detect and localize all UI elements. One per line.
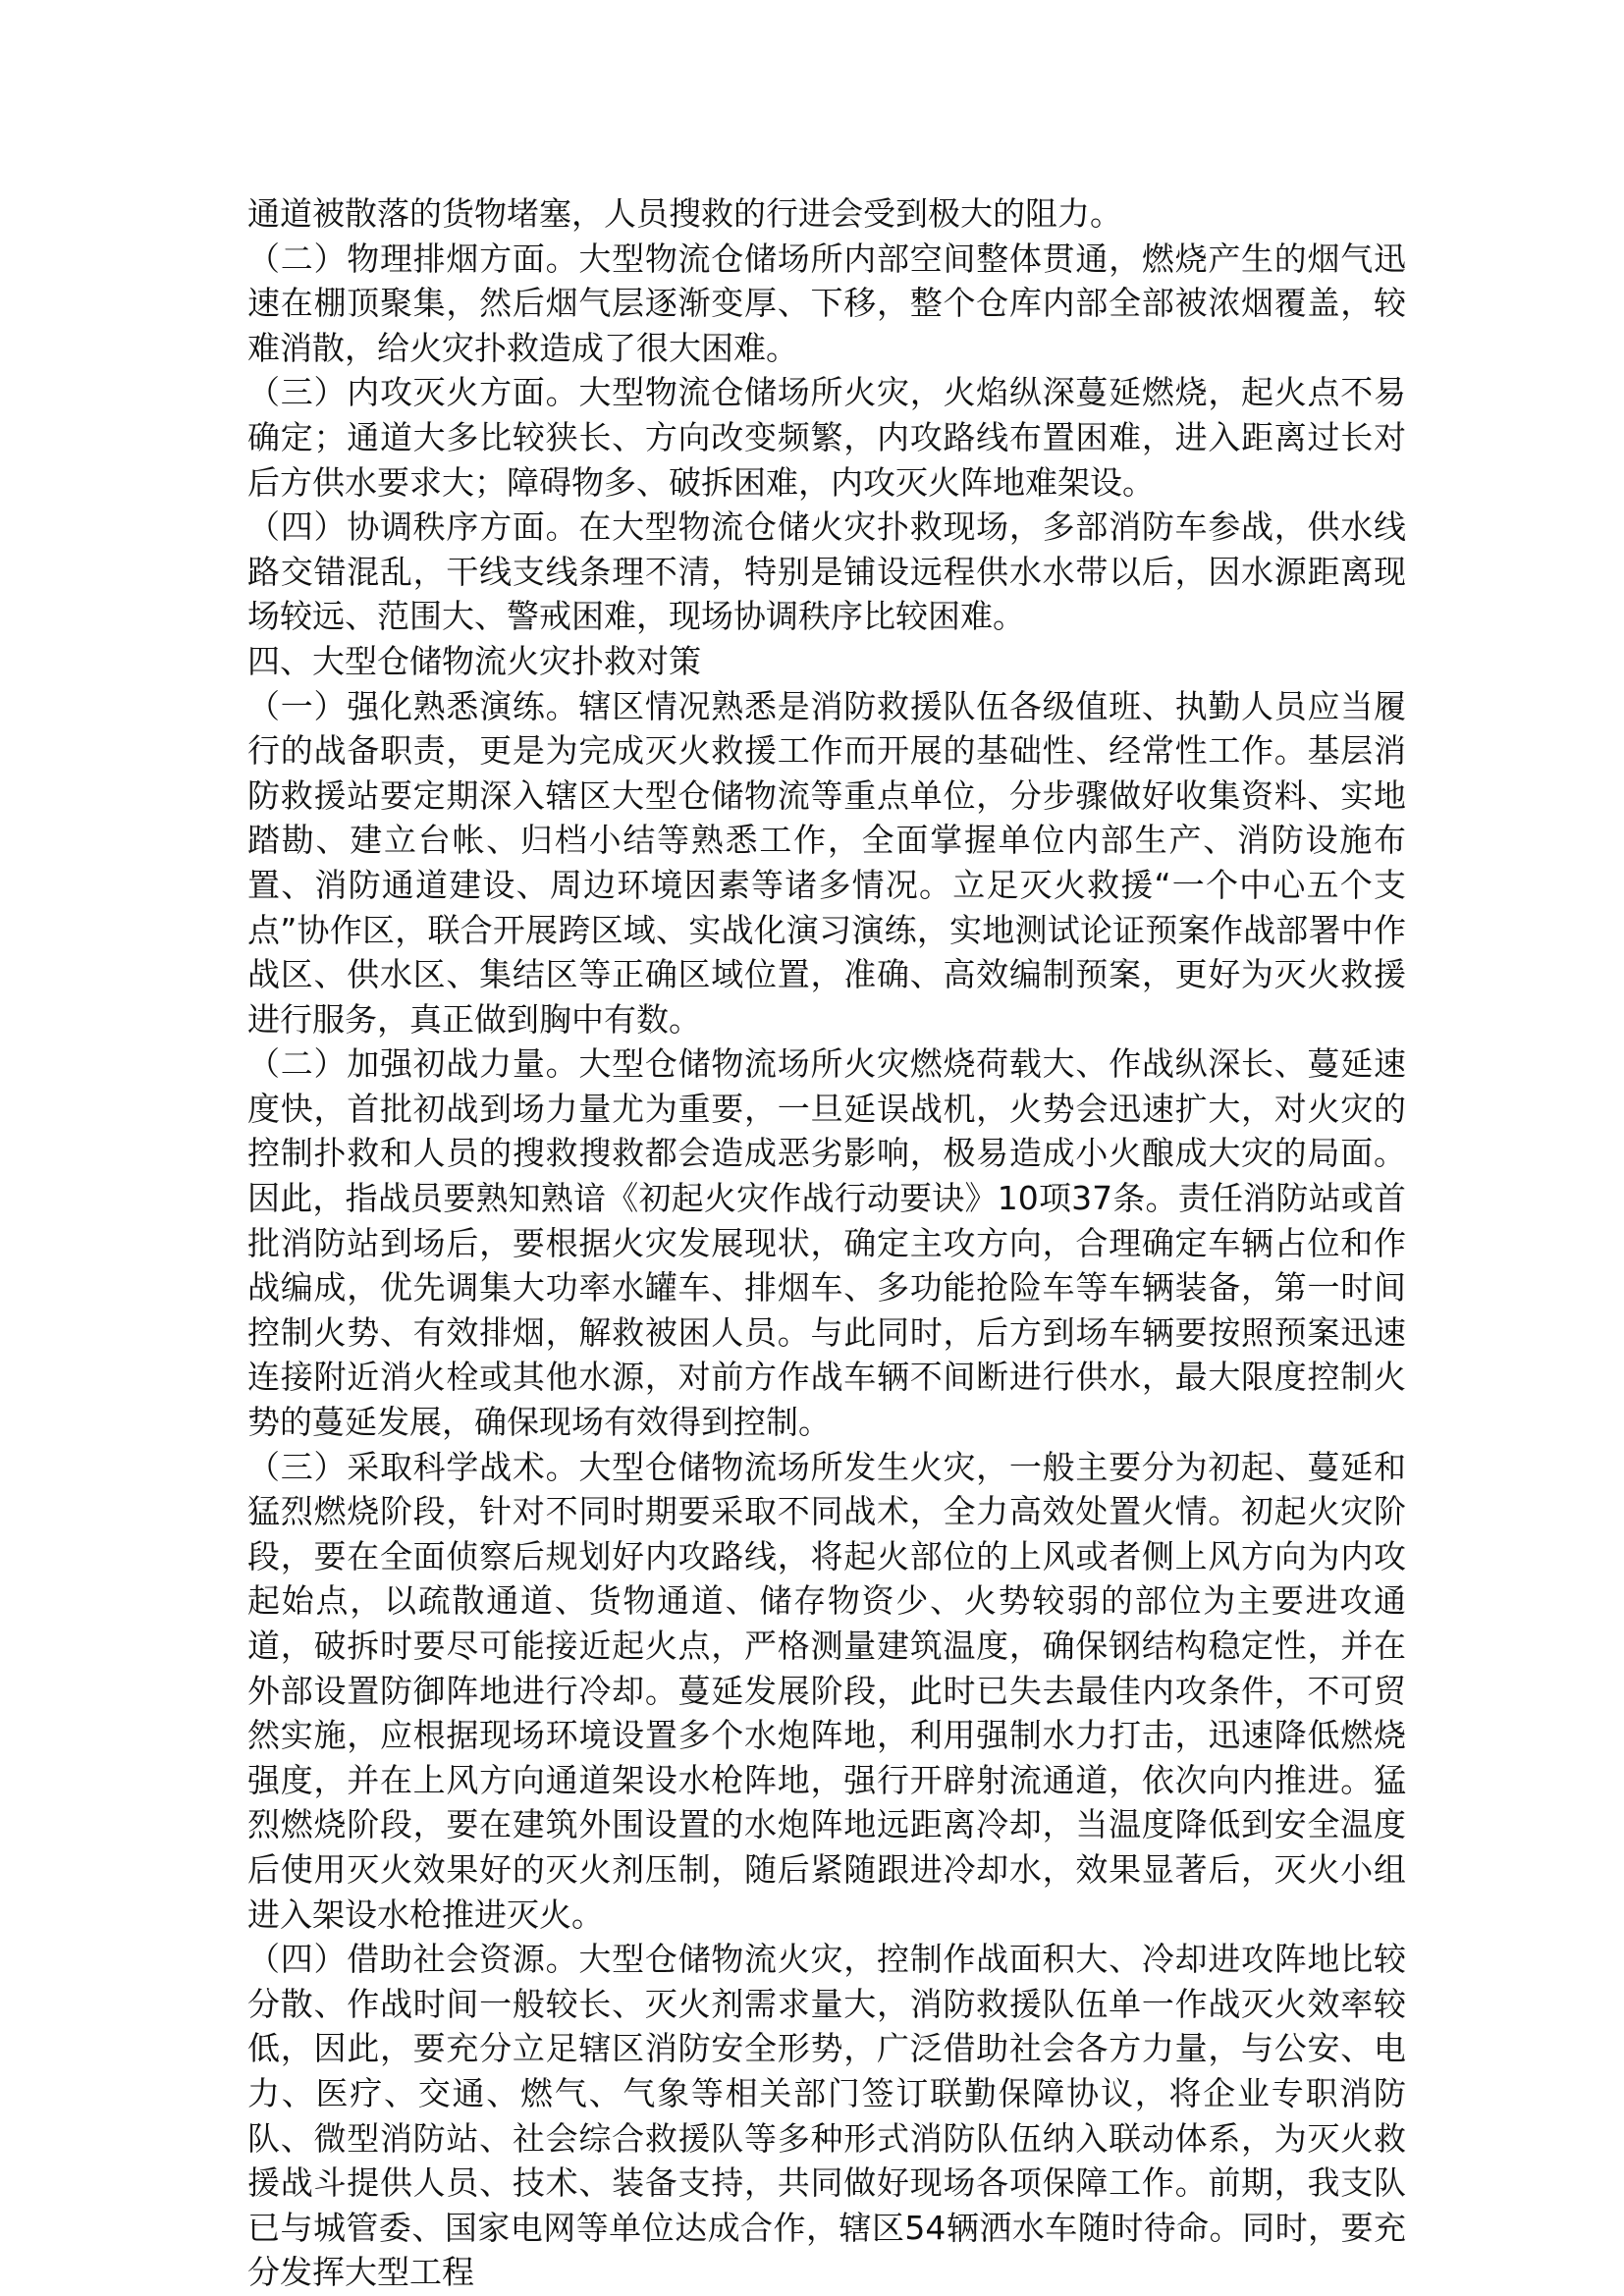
paragraph-smoke-exhaust: （二）物理排烟方面。大型物流仓储场所内部空间整体贯通，燃烧产生的烟气迅速在棚顶聚集，然后烟气层逐渐变厚、下移，整个仓库内部全部被浓烟覆盖，较难消散，给火灾扑救造成了很大困难。 [247,239,1406,367]
paragraph-social-resources: （四）借助社会资源。大型仓储物流火灾，控制作战面积大、冷却进攻阵地比较分散、作战时间一般较长、灭火剂需求量大，消防救援队伍单一作战灭火效率较低，因此，要充分立足辖区消防安全形势，广泛借助社会各方力量，与公安、电力、医疗、交通、燃气、气象等相关部门签订联勤保障协议，将企业专职消防队、微型消防站、社会综合救援队等多种形式消防队伍纳入联动体系，为灭火救援战斗提供人员、技术、装备支持，共同做好现场各项保障工作。前期，我支队已与城管委、国家电网等单位达成合作，辖区54辆洒水车随时待命。同时，要充分发挥大型工程 [247,1940,1406,2292]
paragraph-interior-attack: （三）内攻灭火方面。大型物流仓储场所火灾，火焰纵深蔓延燃烧，起火点不易确定；通道大多比较狭长、方向改变频繁，内攻路线布置困难，进入距离过长对后方供水要求大；障碍物多、破拆困难，内攻灭火阵地难架设。 [247,373,1406,502]
document-body [247,191,1406,2295]
paragraph-initial-force: （二）加强初战力量。大型仓储物流场所火灾燃烧荷载大、作战纵深长、蔓延速度快，首批初战到场力量尤为重要，一旦延误战机，火势会迅速扩大，对火灾的控制扑救和人员的搜救搜救都会造成恶劣影响，极易造成小火酿成大灾的局面。因此，指战员要熟知熟谙《初起火灾作战行动要诀》10项37条。责任消防站或首批消防站到场后，要根据火灾发展现状，确定主攻方向，合理确定车辆占位和作战编成，优先调集大功率水罐车、排烟车、多功能抢险车等车辆装备，第一时间控制火势、有效排烟，解救被困人员。与此同时，后方到场车辆要按照预案迅速连接附近消火栓或其他水源，对前方作战车辆不间断进行供水，最大限度控制火势的蔓延发展，确保现场有效得到控制。 [247,1044,1406,1442]
paragraph-scientific-tactics: （三）采取科学战术。大型仓储物流场所发生火灾，一般主要分为初起、蔓延和猛烈燃烧阶段，针对不同时期要采取不同战术，全力高效处置火情。初起火灾阶段，要在全面侦察后规划好内攻路线，将起火部位的上风或者侧上风方向为内攻起始点，以疏散通道、货物通道、储存物资少、火势较弱的部位为主要进攻通道，破拆时要尽可能接近起火点，严格测量建筑温度，确保钢结构稳定性，并在外部设置防御阵地进行冷却。蔓延发展阶段，此时已失去最佳内攻条件，不可贸然实施，应根据现场环境设置多个水炮阵地，利用强制水力打击，迅速降低燃烧强度，并在上风方向通道架设水枪阵地，强行开辟射流通道，依次向内推进。猛烈燃烧阶段，要在建筑外围设置的水炮阵地远距离冷却，当温度降低到安全温度后使用灭火效果好的灭火剂压制，随后紧随跟进冷却水，效果显著后，灭火小组进入架设水枪推进灭火。 [247,1447,1406,1934]
paragraph-continuation: 通道被散落的货物堵塞，人员搜救的行进会受到极大的阻力。 [247,194,1122,233]
paragraph-coordination: （四）协调秩序方面。在大型物流仓储火灾扑救现场，多部消防车参战，供水线路交错混乱，干线支线条理不清，特别是铺设远程供水水带以后，因水源距离现场较远、范围大、警戒困难，现场协调秩序比较困难。 [247,507,1406,636]
paragraph-familiarization-drills: （一）强化熟悉演练。辖区情况熟悉是消防救援队伍各级值班、执勤人员应当履行的战备职责，更是为完成灭火救援工作而开展的基础性、经常性工作。基层消防救援站要定期深入辖区大型仓储物流等重点单位，分步骤做好收集资料、实地踏勘、建立台帐、归档小结等熟悉工作，全面掌握单位内部生产、消防设施布置、消防通道建设、周边环境因素等诸多情况。立足灭火救援“一个中心五个支点”协作区，联合开展跨区域、实战化演习演练，实地测试论证预案作战部署中作战区、供水区、集结区等正确区域位置，准确、高效编制预案，更好为灭火救援进行服务，真正做到胸中有数。 [247,686,1406,1039]
section-heading-countermeasures: 四、大型仓储物流火灾扑救对策 [247,641,701,680]
